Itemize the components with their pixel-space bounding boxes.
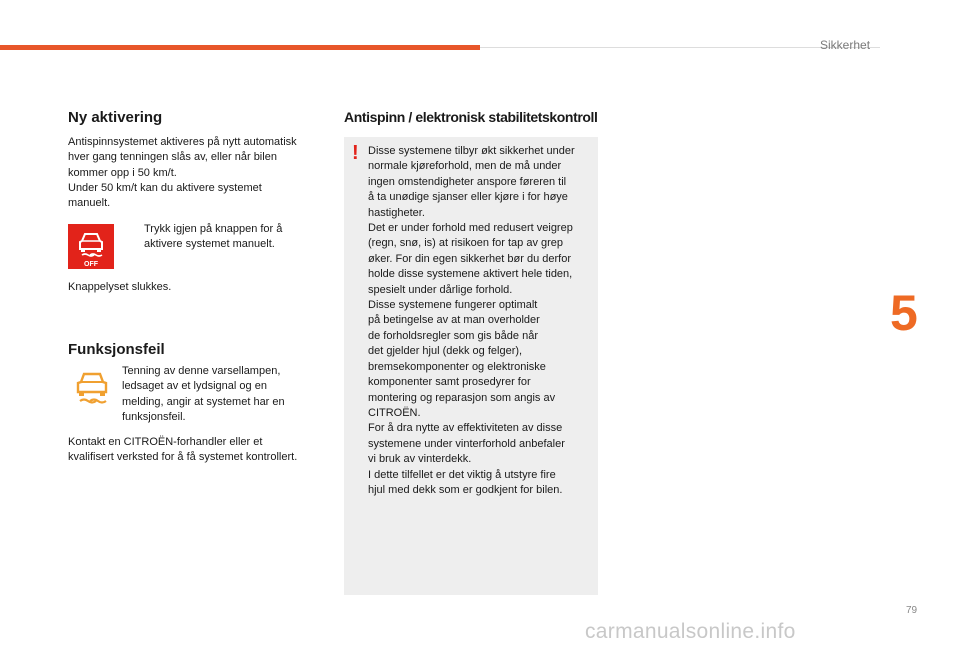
chapter-number: 5 <box>890 285 918 341</box>
esp-warning-lamp-icon <box>72 368 112 408</box>
bullet-trykk-igjen <box>130 222 300 253</box>
warning-exclamation-icon: ! <box>352 142 359 164</box>
header-accent-bar <box>0 45 480 50</box>
bullet-line-1: Trykk igjen på knappen for å <box>144 223 283 235</box>
section-title: Sikkerhet <box>820 38 871 52</box>
safety-note-text: Disse systemene tilbyr økt sikkerhet under normale kjøreforhold, men de må under ingen omstendigheter anspore føreren til å ta unødige sjanser eller kjøre i for høye hastigheter. Det er under forhold med redusert veigrep (regn, snø, is) at risikoen for tap av grep øker. For din egen sikkerhet bør du derfor holde disse systemene aktivert hele tiden, spesielt under dårlige forhold. Disse systemene fungerer optimalt på betingelse av at man overholder de forholdsregler som gis både når det gjelder hjul (dekk og felger), bremsekomponenter og elektroniske komponenter samt prosedyrer for montering og reparasjon som angis av CITROËN. For å dra nytte av effektiviteten av disse systemene under vinterforhold anbefaler vi bruk av vinterdekk. I dette tilfellet er det viktig å utstyre fire hjul med dekk som er godkjent for bilen. <box>368 145 575 496</box>
funksjonsfeil-contact-text: Kontakt en CITROËN-forhandler eller et kvalifisert verksted for å få systemet kontrollert. <box>68 436 298 464</box>
page-number: 79 <box>906 605 918 616</box>
knappelyset-text: Knappelyset slukkes. <box>68 281 172 293</box>
watermark: carmanualsonline.info <box>585 620 796 643</box>
heading-ny-aktivering: Ny aktivering <box>68 109 163 126</box>
funksjonsfeil-warning-text: Tenning av denne varsellampen, ledsaget av et lydsignal og en melding, angir at systemet har en funksjonsfeil. <box>122 365 285 423</box>
heading-antispinn: Antispinn / elektronisk stabilitetskontroll <box>344 109 598 125</box>
esp-off-label: OFF <box>84 261 98 268</box>
bullet-line-2: aktivere systemet manuelt. <box>144 238 275 251</box>
esp-off-button-icon <box>68 224 114 269</box>
ny-aktivering-intro: Antispinnsystemet aktiveres på nytt automatisk hver gang tenningen slås av, eller når bilen kommer opp i 50 km/t. Under 50 km/t kan du aktivere systemet manuelt. <box>68 136 297 210</box>
heading-funksjonsfeil: Funksjonsfeil <box>68 341 165 358</box>
